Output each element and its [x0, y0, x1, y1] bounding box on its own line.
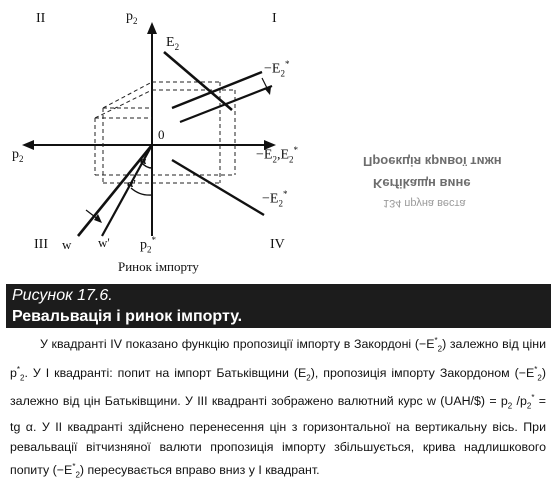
curve-label-w-prime: w' — [98, 235, 110, 250]
axis-label-left: $p_2$ — [12, 147, 24, 164]
horizontal-axis-arrow-left — [22, 140, 34, 150]
body-paragraph: У квадранті IV показано функцію пропозиції імпорту в Закордоні $(-E^*_2)$ залежно від ціни $p^*_2$. У І квадранті: попит на імпорт Батьківщини $(E_2)$, пропозиція імпорту Закордоном $(-E^*_2)$ залежно від цін Батьківщини. У III квадранті зображено валютний курс w (UAH/$) = $p_2$ $/p_2^*$ = tg α. У II квадранті здійснено перенесення цін з горизонтальної на вертикальну вісь. При ревальвації вітчизняної валюти пропозиція імпорту збільшується, крива надлишкового попиту $(-E^*_2)$ пересувається вправо вниз у І квадрант. — [10, 336, 546, 480]
dashed-guides — [95, 82, 235, 183]
curve-label-e2: $E_2$ — [166, 35, 180, 52]
angle-label-alpha: α — [140, 155, 147, 167]
bleed-through-line-1: Проекція кривої тижн — [363, 154, 502, 169]
curve-label-neg-e2-star-lower: $-E_2^*$ — [262, 189, 288, 209]
figure-caption — [6, 284, 551, 328]
quadrant-label-2: II — [36, 11, 46, 26]
vertical-axis-arrow — [147, 22, 157, 34]
neg-e2-star-supply-curve — [172, 160, 264, 215]
origin-label: 0 — [158, 127, 165, 142]
angle-label-alpha-prime: α' — [127, 178, 137, 190]
quadrant-label-4: IV — [270, 237, 285, 252]
bleed-through-line-2: Kerfikaщн вине — [373, 176, 471, 191]
axis-label-right: $-E_2,E_2^*$ — [256, 145, 299, 165]
shift-arrowhead-upper — [264, 87, 271, 95]
curve-label-neg-e2-star-upper: $-E_2^*$ — [264, 59, 290, 79]
figure-subtitle: Ринок імпорту — [118, 259, 199, 274]
figure-title: Ревальвація і ринок імпорту. — [12, 308, 243, 325]
e2-demand-curve — [164, 52, 232, 110]
figure-number: Рисунок 17.6. — [12, 287, 113, 304]
axis-label-top: $p_2$ — [126, 9, 138, 26]
quadrant-label-1: I — [272, 11, 277, 26]
neg-e2-star-curve-shifted — [180, 86, 272, 122]
bleed-through-line-3: 134 пруна веста — [383, 197, 466, 209]
neg-e2-star-curve-upper — [172, 72, 262, 108]
curve-label-w: w — [62, 237, 72, 252]
quadrant-label-3: III — [34, 237, 48, 252]
axis-label-bottom: $p_2^*$ — [140, 235, 156, 255]
